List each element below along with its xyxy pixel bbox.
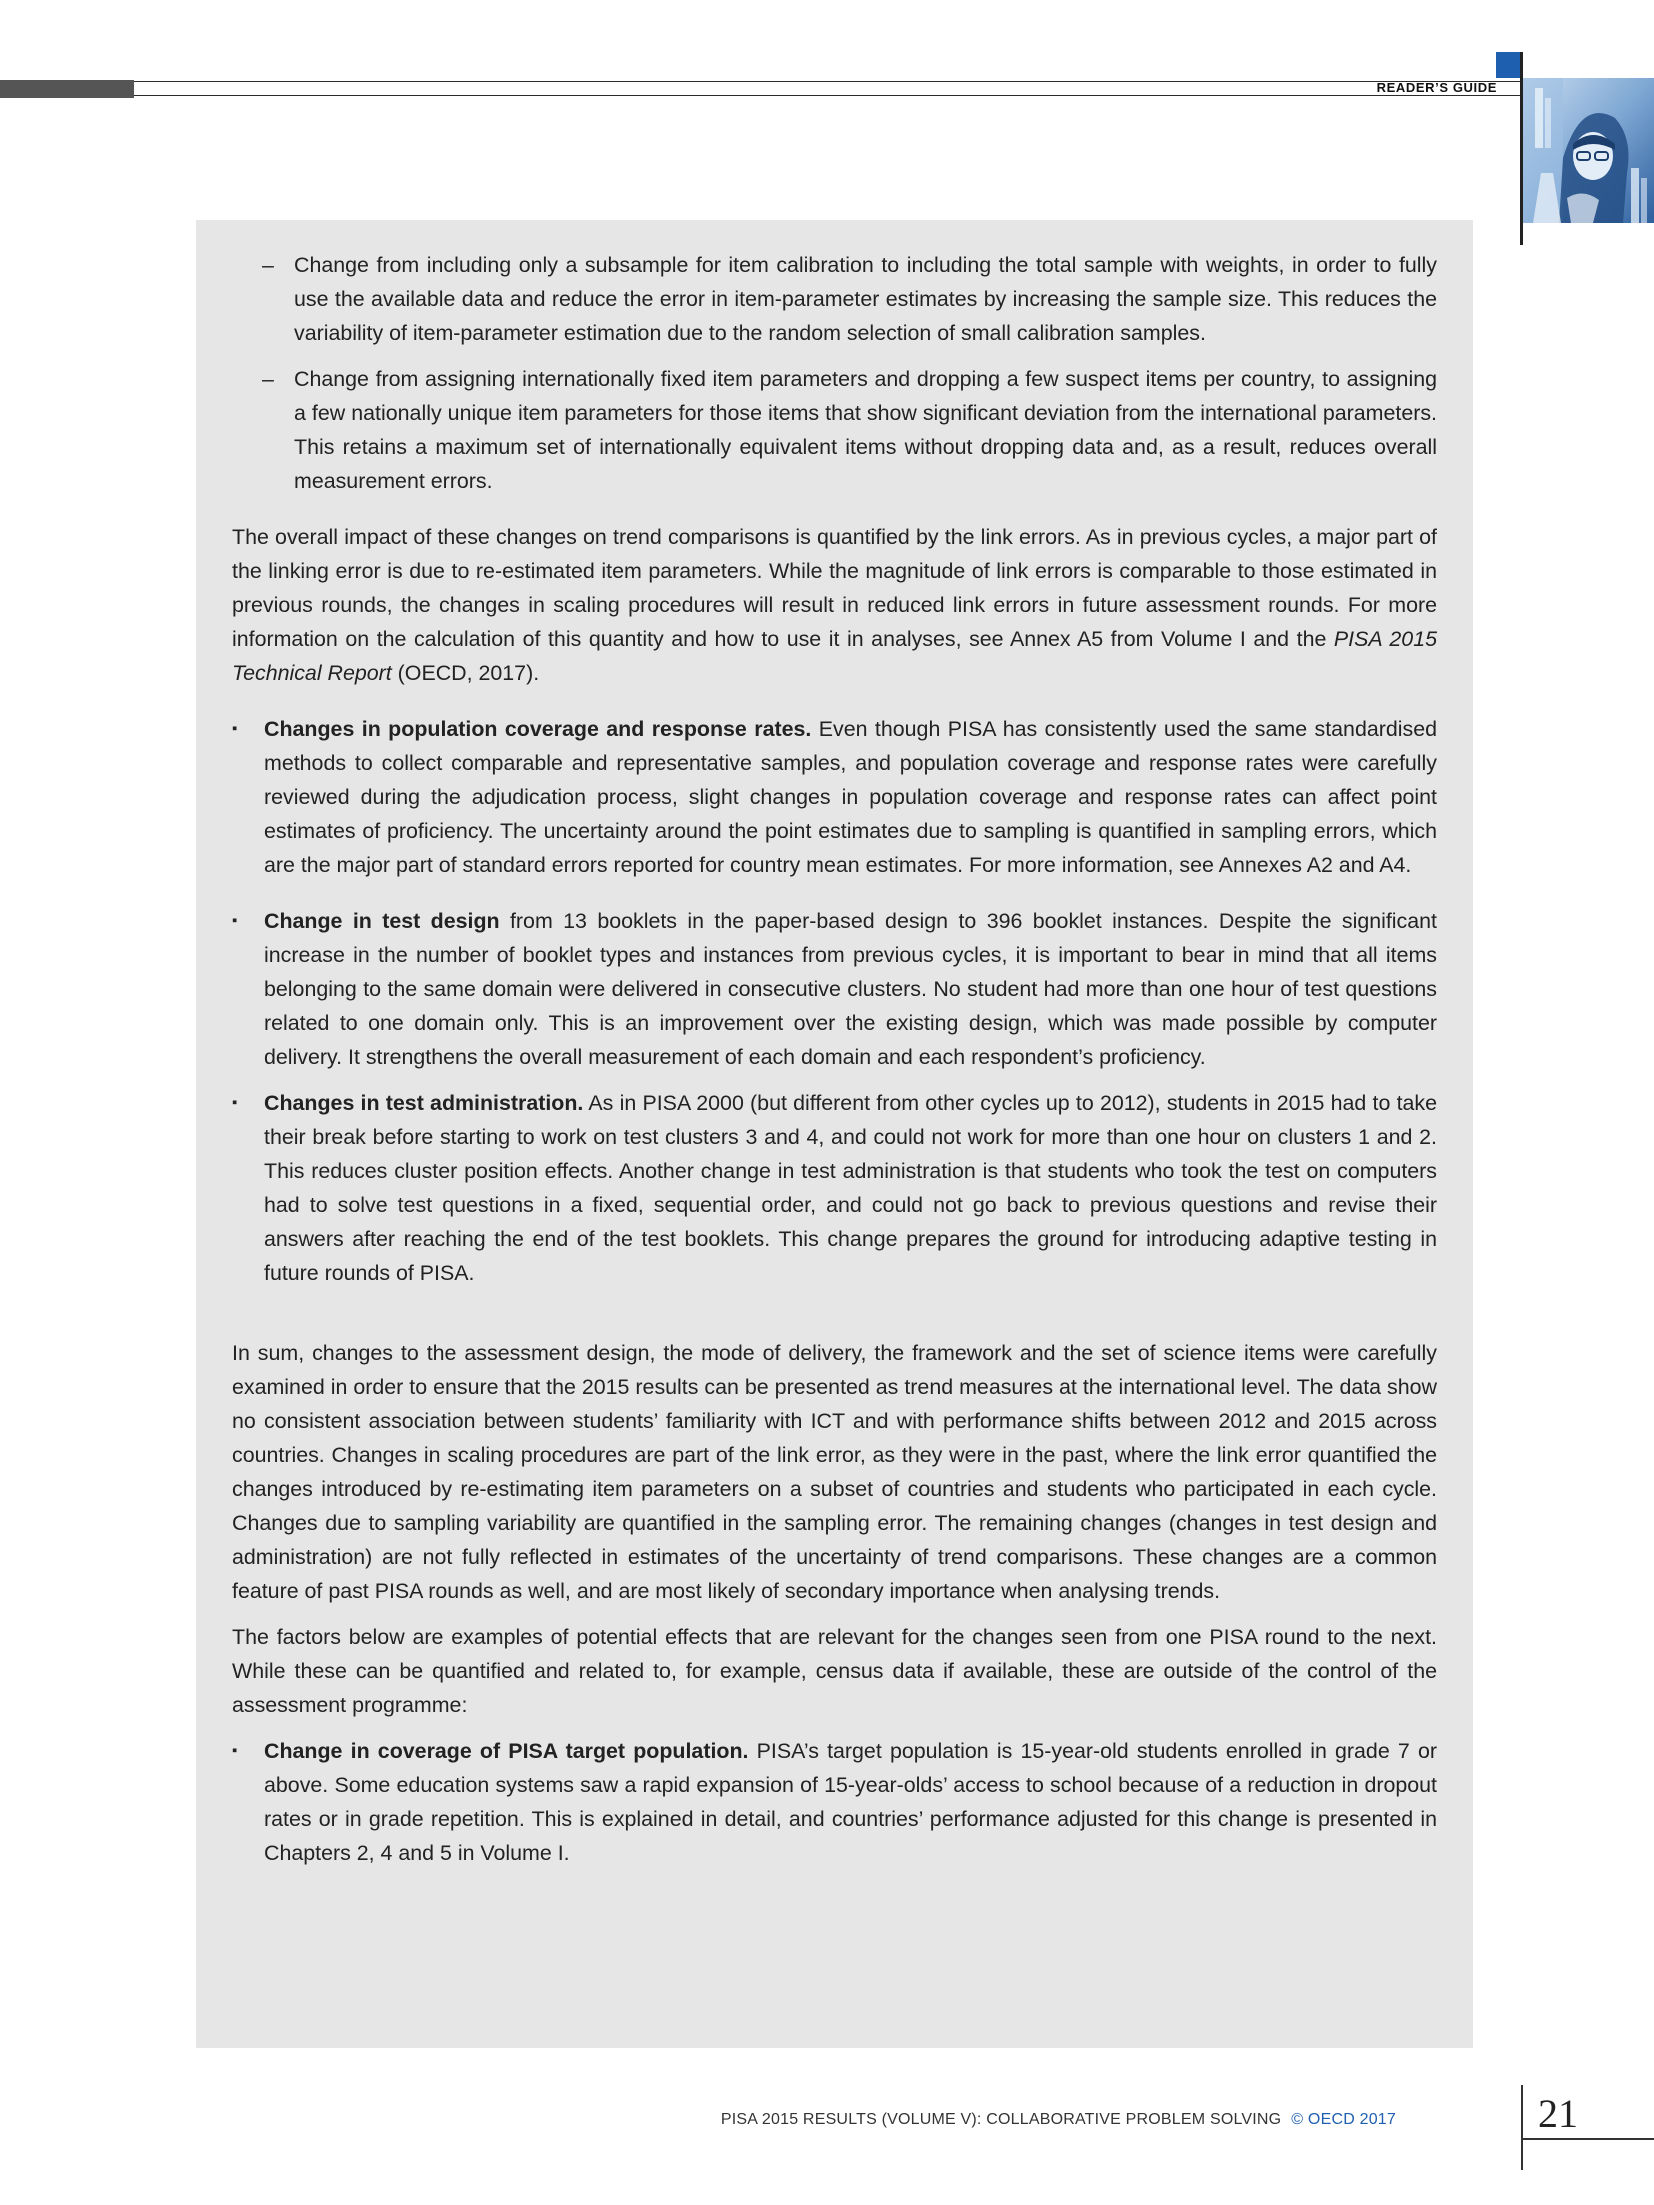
bullet-marker: ▪ (232, 1094, 238, 1111)
header-photo-scientist-image (1523, 78, 1654, 223)
paragraph-in-sum: In sum, changes to the assessment design, the mode of delivery, the framework and the set of science items were carefully examined in order to ensure that the 2015 results can be presented as trend measures at the international level. The data show no consistent association between students’ familiarity with ICT and with performance shifts between 2012 and 2015 across countries. Changes in scaling procedures are part of the link error, as they were in the past, where the link error quantified the changes introduced by re-estimating item parameters on a subset of countries and students who participated in each cycle. Changes due to sampling variability are quantified in the sampling error. The remaining changes (changes in test design and administration) are not fully reflected in estimates of the uncertainty of trend comparisons. These changes are a common feature of past PISA rounds as well, and are most likely of secondary importance when analysing trends. (232, 1341, 1437, 1603)
footer-vertical-line (1521, 2085, 1523, 2170)
header-accent-bar (0, 80, 134, 98)
paragraph-factors: The factors below are examples of potential effects that are relevant for the changes seen from one PISA round to the next. While these can be quantified and related to, for example, census data if available, these are outside of the control of the assessment programme: (232, 1625, 1437, 1717)
publication-title: PISA 2015 RESULTS (VOLUME V): COLLABORATIVE PROBLEM SOLVING (720, 2111, 1282, 2128)
report-title: PISA 2015 Technical Report (232, 627, 1437, 685)
bullet-title: Change in test design (264, 909, 500, 933)
bullet-title: Change in coverage of PISA target population. (264, 1739, 749, 1763)
header-blue-square (1496, 52, 1520, 78)
bullet-text: As in PISA 2000 (but different from other cycles up to 2012), students in 2015 had to take their break before starting to work on test clusters 3 and 4, and could not work for more than one hour on clusters 1 and 2. This reduces cluster position effects. Another change in test administration is that students who took the test on computers had to solve test questions in a fixed, sequential order, and could not go back to previous questions and revise their answers after reaching the end of the test booklets. This change prepares the ground for introducing adaptive testing in future rounds of PISA. (264, 1091, 1437, 1285)
bullet-item (232, 712, 1437, 882)
page-number: 21 (1538, 2091, 1578, 2136)
bullet-item (232, 1086, 1437, 1290)
list-item (232, 362, 1437, 498)
bullet-marker: ▪ (232, 1742, 238, 1759)
content-box (196, 220, 1473, 2048)
bullet-marker: ▪ (232, 720, 238, 737)
bullet-text: Even though PISA has consistently used the same standardised methods to collect comparable and representative samples, and population coverage and response rates were carefully reviewed during the adjudication process, slight changes in population coverage and response rates can affect point estimates of proficiency. The uncertainty around the point estimates due to sampling is quantified in sampling errors, which are the major part of standard errors reported for country mean estimates. For more information, see Annexes A2 and A4. (264, 717, 1438, 877)
paragraph-link-errors (232, 520, 1437, 690)
copyright: © OECD 2017 (1291, 2111, 1396, 2128)
bullet-text: PISA’s target population is 15-year-old students enrolled in grade 7 or above. Some education systems saw a rapid expansion of 15-year-olds’ access to school because of a reduction in dropout rates or in grade repetition. This is explained in detail, and countries’ performance adjusted for this change is presented in Chapters 2, 4 and 5 in Volume I. (264, 1739, 1438, 1865)
list-item-text: Change from including only a subsample for item calibration to including the total sample with weights, in order to fully use the available data and reduce the error in item-parameter estimates by increasing the sample size. This reduces the variability of item-parameter estimation due to the random selection of small calibration samples. (294, 253, 1437, 345)
dash-marker: – (262, 253, 274, 277)
bullet-title: Changes in test administration. (264, 1091, 584, 1115)
footer-publication (721, 2111, 1396, 2129)
list-item-text: Change from assigning internationally fixed item parameters and dropping a few suspect items per country, to assigning a few nationally unique item parameters for those items that show significant deviation from the international parameters. This retains a maximum set of internationally equivalent items without dropping data and, as a result, reduces overall measurement errors. (294, 367, 1437, 493)
section-label: READER’S GUIDE (1376, 80, 1497, 95)
header-rule (134, 81, 1521, 96)
list-item (232, 248, 1437, 350)
bullet-marker: ▪ (232, 912, 238, 929)
bullet-title: Changes in population coverage and response rates. (264, 717, 812, 741)
dash-marker: – (262, 367, 274, 391)
paragraph-text-tail: (OECD, 2017). (391, 661, 540, 685)
bullet-text: from 13 booklets in the paper-based design to 396 booklet instances. Despite the significant increase in the number of booklet types and instances from previous cycles, it is important to bear in mind that all items belonging to the same domain were delivered in consecutive clusters. No student had more than one hour of test questions related to one domain only. This is an improvement over the existing design, which was made possible by computer delivery. It strengthens the overall measurement of each domain and each respondent’s proficiency. (264, 909, 1437, 1069)
bullet-item (232, 904, 1437, 1074)
paragraph-text: The overall impact of these changes on trend comparisons is quantified by the link errors. As in previous cycles, a major part of the linking error is due to re-estimated item parameters. While the magnitude of link errors is comparable to those estimated in previous rounds, the changes in scaling procedures will result in reduced link errors in future assessment rounds. For more information on the calculation of this quantity and how to use it in analyses, see Annex A5 from Volume I and the (232, 525, 1437, 651)
footer-horizontal-line (1521, 2138, 1654, 2140)
bullet-item (232, 1734, 1437, 1870)
